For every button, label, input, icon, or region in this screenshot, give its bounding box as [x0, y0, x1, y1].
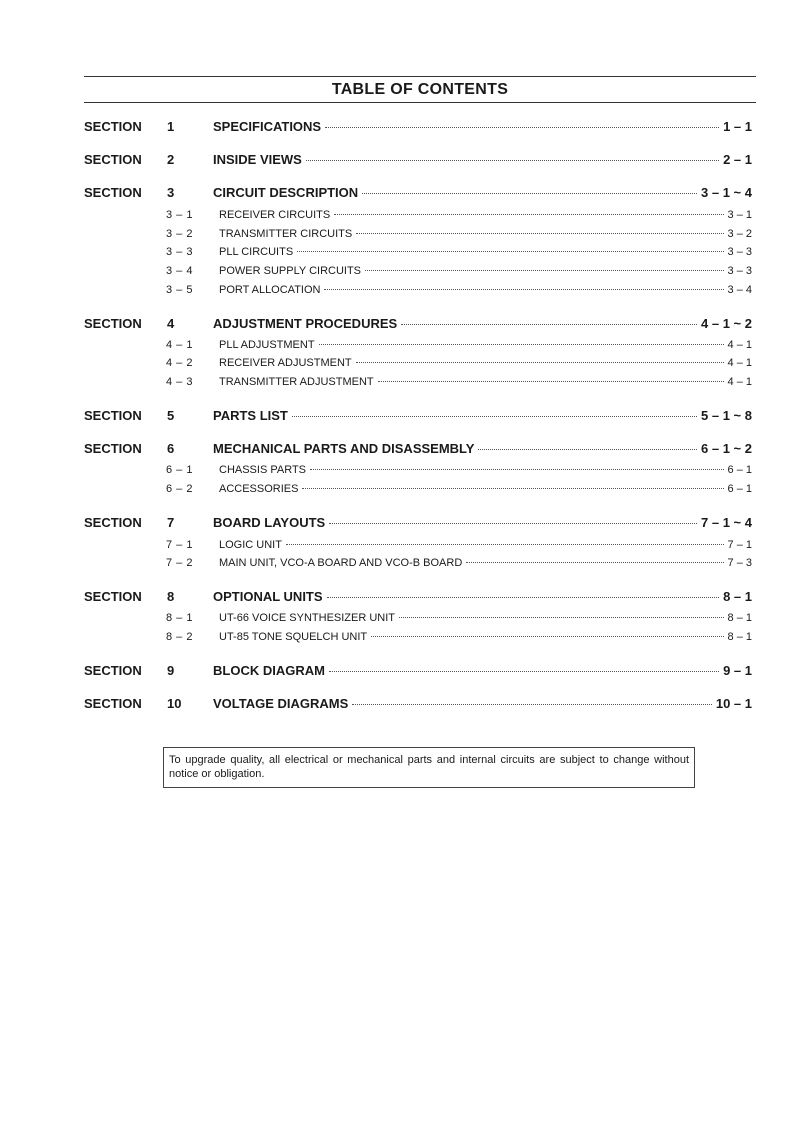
subsection-number: 8 – 1: [166, 612, 193, 624]
section-title: BLOCK DIAGRAM: [213, 663, 325, 678]
subsection-number: 6 – 1: [166, 464, 193, 476]
subsection-title: PLL ADJUSTMENT: [219, 339, 315, 351]
dot-leader: [401, 324, 697, 325]
toc-subsection: [84, 464, 752, 480]
dot-leader: [329, 523, 697, 524]
subsection-title: TRANSMITTER CIRCUITS: [219, 228, 353, 240]
section-label: SECTION: [84, 316, 142, 331]
subsection-number: 7 – 2: [166, 557, 193, 569]
section-title: VOLTAGE DIAGRAMS: [213, 696, 349, 711]
subsection-title: RECEIVER CIRCUITS: [219, 209, 331, 221]
section-title: SPECIFICATIONS: [213, 119, 322, 134]
section-page: 10 – 1: [715, 696, 752, 711]
subsection-title: UT-66 VOICE SYNTHESIZER UNIT: [219, 612, 396, 624]
subsection-number: 3 – 2: [166, 228, 193, 240]
dot-leader: [399, 617, 724, 618]
toc-subsection: [84, 557, 752, 573]
section-label: SECTION: [84, 119, 142, 134]
subsection-page: 3 – 3: [727, 246, 752, 258]
subsection-number: 4 – 3: [166, 376, 193, 388]
subsection-page: 6 – 1: [727, 483, 752, 495]
section-title: PARTS LIST: [213, 408, 288, 423]
section-title: INSIDE VIEWS: [213, 152, 302, 167]
subsection-page: 8 – 1: [727, 631, 752, 643]
section-number: 4: [167, 316, 175, 331]
section-number: 10: [167, 696, 182, 711]
subsection-number: 4 – 2: [166, 357, 193, 369]
toc-subsection: [84, 612, 752, 628]
toc-subsection: [84, 539, 752, 555]
dot-leader: [356, 233, 723, 234]
section-label: SECTION: [84, 696, 142, 711]
subsection-title: PLL CIRCUITS: [219, 246, 294, 258]
subsection-title: UT-85 TONE SQUELCH UNIT: [219, 631, 368, 643]
section-label: SECTION: [84, 441, 142, 456]
subsection-title: POWER SUPPLY CIRCUITS: [219, 265, 362, 277]
subsection-page: 6 – 1: [727, 464, 752, 476]
subsection-page: 3 – 2: [727, 228, 752, 240]
subsection-number: 7 – 1: [166, 539, 193, 551]
section-title: CIRCUIT DESCRIPTION: [213, 185, 359, 200]
section-page: 5 – 1 ~ 8: [701, 408, 752, 423]
subsection-title: CHASSIS PARTS: [219, 464, 307, 476]
toc-subsection: [84, 631, 752, 647]
page-title: TABLE OF CONTENTS: [331, 81, 509, 98]
section-title: MECHANICAL PARTS AND DISASSEMBLY: [213, 441, 475, 456]
dot-leader: [356, 362, 724, 363]
subsection-title: MAIN UNIT, VCO-A BOARD AND VCO-B BOARD: [219, 557, 463, 569]
section-label: SECTION: [84, 408, 142, 423]
toc-subsection: [84, 284, 752, 300]
section-page: 8 – 1: [723, 589, 752, 604]
dot-leader: [324, 289, 723, 290]
subsection-page: 7 – 3: [727, 557, 752, 569]
subsection-number: 8 – 2: [166, 631, 193, 643]
subsection-number: 3 – 3: [166, 246, 193, 258]
section-title: BOARD LAYOUTS: [213, 515, 326, 530]
top-rule: [84, 76, 756, 77]
notice-text: To upgrade quality, all electrical or mechanical parts and internal circuits are subject to change without notice or obligation.: [169, 754, 689, 780]
section-number: 7: [167, 515, 175, 530]
dot-leader: [297, 251, 723, 252]
dot-leader: [306, 160, 719, 161]
subsection-page: 3 – 3: [727, 265, 752, 277]
dot-leader: [362, 193, 697, 194]
section-page: 2 – 1: [723, 152, 752, 167]
dot-leader: [378, 381, 724, 382]
subsection-page: 4 – 1: [727, 339, 752, 351]
toc-section: [84, 515, 752, 535]
toc-subsection: [84, 483, 752, 499]
title-rule: [84, 102, 756, 103]
dot-leader: [329, 671, 719, 672]
toc-subsection: [84, 376, 752, 392]
section-page: 6 – 1 ~ 2: [701, 441, 752, 456]
section-page: 9 – 1: [723, 663, 752, 678]
toc-section: [84, 185, 752, 205]
dot-leader: [319, 344, 724, 345]
section-label: SECTION: [84, 515, 142, 530]
subsection-title: TRANSMITTER ADJUSTMENT: [219, 376, 374, 388]
subsection-number: 3 – 1: [166, 209, 193, 221]
section-title: ADJUSTMENT PROCEDURES: [213, 316, 398, 331]
notice-box: [163, 747, 695, 788]
section-number: 2: [167, 152, 175, 167]
subsection-number: 6 – 2: [166, 483, 193, 495]
dot-leader: [292, 416, 697, 417]
section-number: 5: [167, 408, 175, 423]
dot-leader: [325, 127, 719, 128]
subsection-number: 3 – 4: [166, 265, 193, 277]
subsection-title: PORT ALLOCATION: [219, 284, 321, 296]
section-label: SECTION: [84, 663, 142, 678]
toc-subsection: [84, 265, 752, 281]
dot-leader: [352, 704, 712, 705]
subsection-page: 3 – 4: [727, 284, 752, 296]
section-label: SECTION: [84, 185, 142, 200]
section-label: SECTION: [84, 152, 142, 167]
subsection-page: 8 – 1: [727, 612, 752, 624]
section-number: 8: [167, 589, 175, 604]
dot-leader: [327, 597, 720, 598]
dot-leader: [466, 562, 723, 563]
toc-section: [84, 589, 752, 609]
subsection-title: ACCESSORIES: [219, 483, 299, 495]
toc-section: [84, 316, 752, 336]
dot-leader: [365, 270, 724, 271]
toc-section: [84, 119, 752, 139]
subsection-number: 4 – 1: [166, 339, 193, 351]
subsection-number: 3 – 5: [166, 284, 193, 296]
dot-leader: [371, 636, 723, 637]
subsection-page: 7 – 1: [727, 539, 752, 551]
toc-subsection: [84, 246, 752, 262]
section-page: 1 – 1: [723, 119, 752, 134]
section-number: 3: [167, 185, 175, 200]
dot-leader: [478, 449, 697, 450]
subsection-page: 4 – 1: [727, 376, 752, 388]
section-title: OPTIONAL UNITS: [213, 589, 323, 604]
dot-leader: [286, 544, 724, 545]
toc-section: [84, 441, 752, 461]
section-page: 4 – 1 ~ 2: [701, 316, 752, 331]
toc-section: [84, 152, 752, 172]
subsection-title: LOGIC UNIT: [219, 539, 282, 551]
dot-leader: [302, 488, 723, 489]
toc-section: [84, 408, 752, 428]
section-page: 3 – 1 ~ 4: [701, 185, 752, 200]
toc-subsection: [84, 357, 752, 373]
section-number: 1: [167, 119, 175, 134]
toc-subsection: [84, 339, 752, 355]
section-page: 7 – 1 ~ 4: [701, 515, 752, 530]
subsection-page: 4 – 1: [727, 357, 752, 369]
toc-section: [84, 663, 752, 683]
section-number: 6: [167, 441, 175, 456]
toc-subsection: [84, 228, 752, 244]
section-number: 9: [167, 663, 175, 678]
dot-leader: [334, 214, 723, 215]
subsection-page: 3 – 1: [727, 209, 752, 221]
dot-leader: [310, 469, 724, 470]
toc-section: [84, 696, 752, 716]
section-label: SECTION: [84, 589, 142, 604]
toc-subsection: [84, 209, 752, 225]
subsection-title: RECEIVER ADJUSTMENT: [219, 357, 352, 369]
